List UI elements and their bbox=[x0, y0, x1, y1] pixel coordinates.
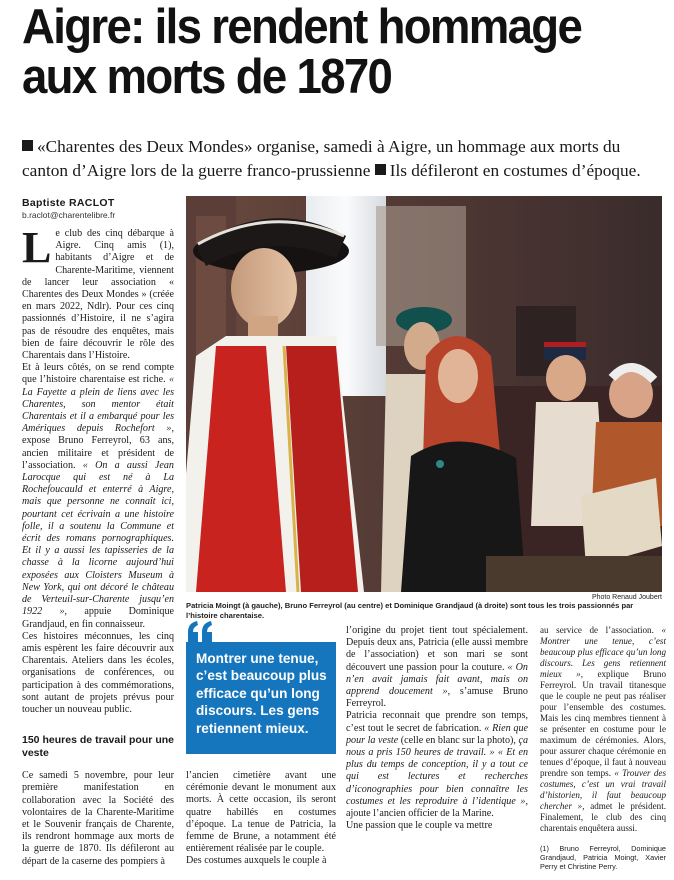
paragraph-text: , admet le président. Finalement, le club des cinq charentais enquêtera aussi. bbox=[540, 801, 666, 833]
pull-quote: Montrer une tenue, c’est beaucoup plus efficace qu’un long discours. Les gens retiennent mieux. bbox=[186, 642, 336, 754]
paragraph: Ce samedi 5 novembre, pour leur première manifestation en collaboration avec la Société des volontaires de la Charente-Maritime et le Souvenir français de Charente, ils rendront hommage aux morts de la guerre de 1870. Ils défileront au départ de la caserne des pompiers à bbox=[22, 770, 174, 867]
quote-text: « Montrer une tenue, c’est beaucoup plus efficace qu’un long discours. Les gens retiennent mieux » bbox=[540, 625, 666, 679]
paragraph bbox=[22, 223, 174, 362]
quote-text: « On a aussi Jean Larocque qui est né à La Rochefoucauld et enterré à Aigre, mais que personne ne connaît ici, pourtant cet écrivain a une histoire folle, il a soutenu la Commune et écrit des romans pornographiques. Et il y a aussi les tapisseries de la chasse à la licorne aujourd’hui exposées aux Cloisters Museum à New York, qui ont décoré le château de Verteuil-sur-Charente jusqu’en 1922 » bbox=[22, 459, 174, 618]
quote-mark-icon bbox=[186, 620, 216, 644]
author-email[interactable]: b.raclot@charentelibre.fr bbox=[22, 210, 116, 220]
lede-text-2: Ils défileront en costumes d’époque. bbox=[389, 161, 641, 180]
bullet-square-icon bbox=[375, 164, 386, 175]
section-subhead: 150 heures de travail pour une veste bbox=[22, 734, 174, 760]
paragraph-text: au service de l’association. bbox=[540, 625, 662, 635]
paragraph-text: , explique Bruno Ferreyrol. Un travail titanesque que le couple ne peut pas réaliser pour l’ensemble des costumes. Mais les cinq membres tiennent à se présenter en costume pour le maximum de cérémonies. Alors, pour assurer chaque cérémonie en tenues d’époque, il faut à nouveau prendre son temps. bbox=[540, 669, 666, 778]
author-name: Baptiste RACLOT bbox=[22, 197, 115, 209]
text-column-4 bbox=[540, 625, 666, 834]
footnote: (1) Bruno Ferreyrol, Dominique Grandjaud, Patricia Moingt, Xavier Perry et Christine Perry. bbox=[540, 844, 666, 872]
paragraph bbox=[22, 362, 174, 630]
paragraph: l’ancien cimetière avant une cérémonie devant le monument aux morts. À cette occasion, ils seront quatre habillés en costumes d’époque. La tenue de Patricia, la femme de Brune, a notamment été entièrement réalisée par le couple. bbox=[186, 770, 336, 855]
paragraph-text: Et à leurs côtés, on se rend compte que l’histoire charentaise est riche. bbox=[22, 362, 174, 386]
article-photo bbox=[186, 196, 662, 592]
paragraph-text: e club des cinq débarque à Aigre. Cinq amis (1), habitants d’Aigre et de Charente-Maritime, viennent de lancer leur association « Charentes des Deux Mondes » (créée en mars 2022, Ndlr). Pour ces cinq passionnés d’Histoire, il ne s’agira pas de résoudre des enquêtes, mais bien de faire découvrir le rôle des Charentais dans l’Histoire. bbox=[22, 228, 174, 362]
quote-text: « On n’en avait jamais fait avant, mais on apprend doucement » bbox=[346, 661, 528, 698]
drop-cap: L bbox=[22, 223, 52, 272]
text-column-1 bbox=[22, 223, 174, 868]
paragraph-text: , ajoute l’ancien officier de la Marine. bbox=[346, 795, 528, 820]
byline bbox=[22, 197, 115, 220]
article-headline: Aigre: ils rendent hommage aux morts de 1870 bbox=[22, 0, 582, 104]
paragraph-text: l’origine du projet tient tout spécialement. Depuis deux ans, Patricia (elle aussi membre de l’association) et son mari se sont découvert une passion pour la couture. bbox=[346, 625, 528, 673]
photo-illustration bbox=[186, 196, 662, 592]
quote-text: ça nous a pris 150 heures de travail. » « Et en plus du temps de conception, il y a tout ce qui est lectures et recherches d’iconographies pour bien connaître les costumes et les reproduire à l’identique » bbox=[346, 734, 529, 807]
paragraph-text: Patricia reconnait que prendre son temps, c’est tout le secret de fabrication. bbox=[346, 710, 528, 734]
quote-text: « Rien que pour la veste bbox=[346, 722, 529, 746]
quote-text: « La Fayette a plein de liens avec les Charentes, son mentor était Charentais et il a embarqué pour les Amériques depuis Rochefort » bbox=[22, 374, 174, 435]
paragraph-text: , appuie Dominique Grandjaud, en fin connaisseur. bbox=[22, 606, 174, 630]
paragraph: Une passion que le couple va mettre bbox=[346, 820, 493, 832]
paragraph-text: (celle en blanc sur la photo), bbox=[398, 734, 519, 746]
photo-credit: Photo Renaud Joubert bbox=[591, 594, 662, 601]
paragraph-text: , expose Bruno Ferreyrol, 63 ans, ancien militaire et président de l’association. bbox=[22, 423, 174, 471]
text-column-2 bbox=[186, 770, 336, 868]
paragraph bbox=[346, 710, 528, 820]
paragraph: Ces histoires méconnues, les cinq amis espèrent les faire découvrir aux Charentais. Ateliers dans les écoles, organisations de conférences, ou participation à des commémorations, sont autant de projets prévus pour toucher un nouveau public. bbox=[22, 630, 174, 715]
paragraph bbox=[346, 625, 528, 710]
paragraph bbox=[540, 625, 666, 834]
lede-text-1: «Charentes des Deux Mondes» organise, samedi à Aigre, un hommage aux morts du canton d’Aigre lors de la guerre franco-prussienne bbox=[22, 137, 621, 180]
article-lede bbox=[22, 135, 662, 183]
text-column-3 bbox=[346, 625, 528, 832]
photo-caption: Patricia Moingt (à gauche), Bruno Ferreyrol (au centre) et Dominique Grandjaud (à droite) sont tous les trois passionnés par l’histoire charentaise. bbox=[186, 601, 634, 620]
bullet-square-icon bbox=[22, 140, 33, 151]
quote-text: « Trouver des costumes, c’est un vrai travail d’historien, il faut beaucoup chercher » bbox=[540, 768, 666, 811]
paragraph-text: , s’amuse Bruno Ferreyrol. bbox=[346, 686, 528, 710]
paragraph: Des costumes auxquels le couple à bbox=[186, 855, 327, 867]
